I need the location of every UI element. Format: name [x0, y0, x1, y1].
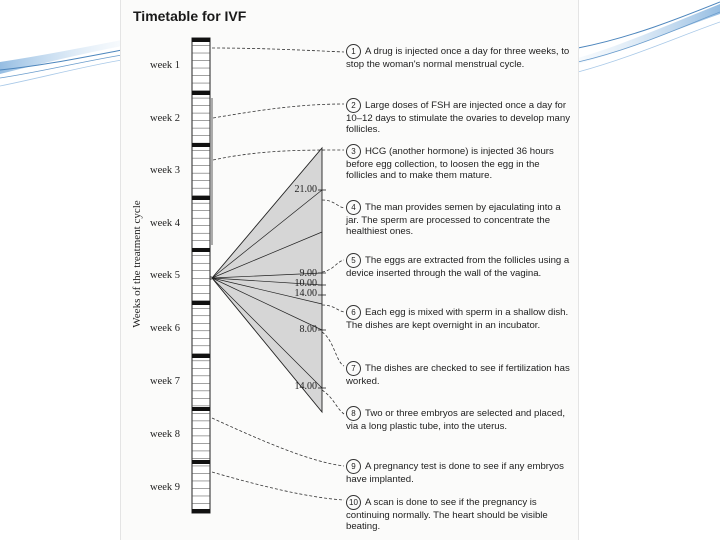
leader-line: [322, 260, 344, 272]
step-text: HCG (another hormone) is injected 36 hours before egg collection, to loosen the egg in the follicles and to make them mature.: [346, 146, 554, 182]
step-text: A drug is injected once a day for three weeks, to stop the woman's normal menstrual cycle.: [346, 46, 570, 70]
week-marker: [192, 301, 210, 305]
step-item: [346, 305, 571, 331]
step-text: The man provides semen by ejaculating into a jar. The sperm are processed to concentrate the healthiest ones.: [346, 202, 561, 238]
step-number: 8: [346, 406, 361, 421]
leader-line: [322, 332, 344, 366]
step-item: [346, 406, 571, 432]
week-marker: [192, 91, 210, 95]
time-label: 21.00: [294, 184, 317, 195]
leader-line: [212, 48, 344, 52]
axis-label: Weeks of the treatment cycle: [131, 200, 143, 328]
week-marker: [192, 407, 210, 411]
time-label: 14.00: [294, 381, 317, 392]
week-label: week 6: [150, 323, 181, 334]
week-marker: [192, 196, 210, 200]
week-label: week 4: [150, 218, 181, 229]
step-text: The dishes are checked to see if fertilization has worked.: [346, 363, 570, 387]
step-number: 4: [346, 200, 361, 215]
step-number: 5: [346, 253, 361, 268]
week-marker: [192, 354, 210, 358]
week-label: week 2: [150, 113, 181, 124]
step-item: [346, 44, 571, 70]
time-label: 8.00: [299, 324, 317, 335]
time-label: 9.00: [299, 268, 317, 279]
step-number: 2: [346, 98, 361, 113]
timeline-bar: [192, 38, 210, 513]
step-number: 1: [346, 44, 361, 59]
leader-line: [322, 390, 344, 414]
step-item: [346, 361, 571, 387]
week-label: week 5: [150, 270, 181, 281]
week-label: week 9: [150, 482, 181, 493]
week-marker: [192, 38, 210, 42]
leader-line: [212, 418, 344, 466]
step-text: The eggs are extracted from the follicles using a device inserted through the wall of the vagina.: [346, 255, 570, 279]
time-label: 14.00: [294, 288, 317, 299]
step-text: Two or three embryos are selected and placed, via a long plastic tube, into the uterus.: [346, 408, 565, 432]
step-number: 3: [346, 144, 361, 159]
week-marker: [192, 460, 210, 464]
step-text: Each egg is mixed with sperm in a shallow dish. The dishes are kept overnight in an incubator.: [346, 307, 569, 331]
week-marker: [192, 143, 210, 147]
step-item: [346, 495, 571, 533]
week-label: week 8: [150, 429, 181, 440]
step-text: A scan is done to see if the pregnancy is continuing normally. The heart should be visible beating.: [346, 497, 548, 533]
step-item: [346, 200, 571, 238]
step-number: 7: [346, 361, 361, 376]
time-label: 10.00: [294, 278, 317, 289]
week-marker: [192, 509, 210, 513]
week-label: week 7: [150, 376, 181, 387]
week-label: week 1: [150, 60, 181, 71]
step-number: 6: [346, 305, 361, 320]
leader-line: [213, 104, 344, 118]
leader-line: [212, 472, 344, 500]
leader-line: [322, 305, 344, 312]
step-item: [346, 459, 571, 485]
step-text: A pregnancy test is done to see if any embryos have implanted.: [346, 461, 564, 485]
step-text: Large doses of FSH are injected once a day for 10–12 days to stimulate the ovaries to develop many follicles.: [346, 100, 570, 136]
step-number: 9: [346, 459, 361, 474]
week-label: week 3: [150, 165, 181, 176]
step-number: 10: [346, 495, 361, 510]
step-item: [346, 253, 571, 279]
leader-line: [322, 200, 344, 208]
step-item: [346, 98, 571, 136]
week-marker: [192, 248, 210, 252]
page-title: Timetable for IVF: [133, 8, 247, 24]
step-item: [346, 144, 571, 182]
leader-line: [213, 150, 344, 160]
